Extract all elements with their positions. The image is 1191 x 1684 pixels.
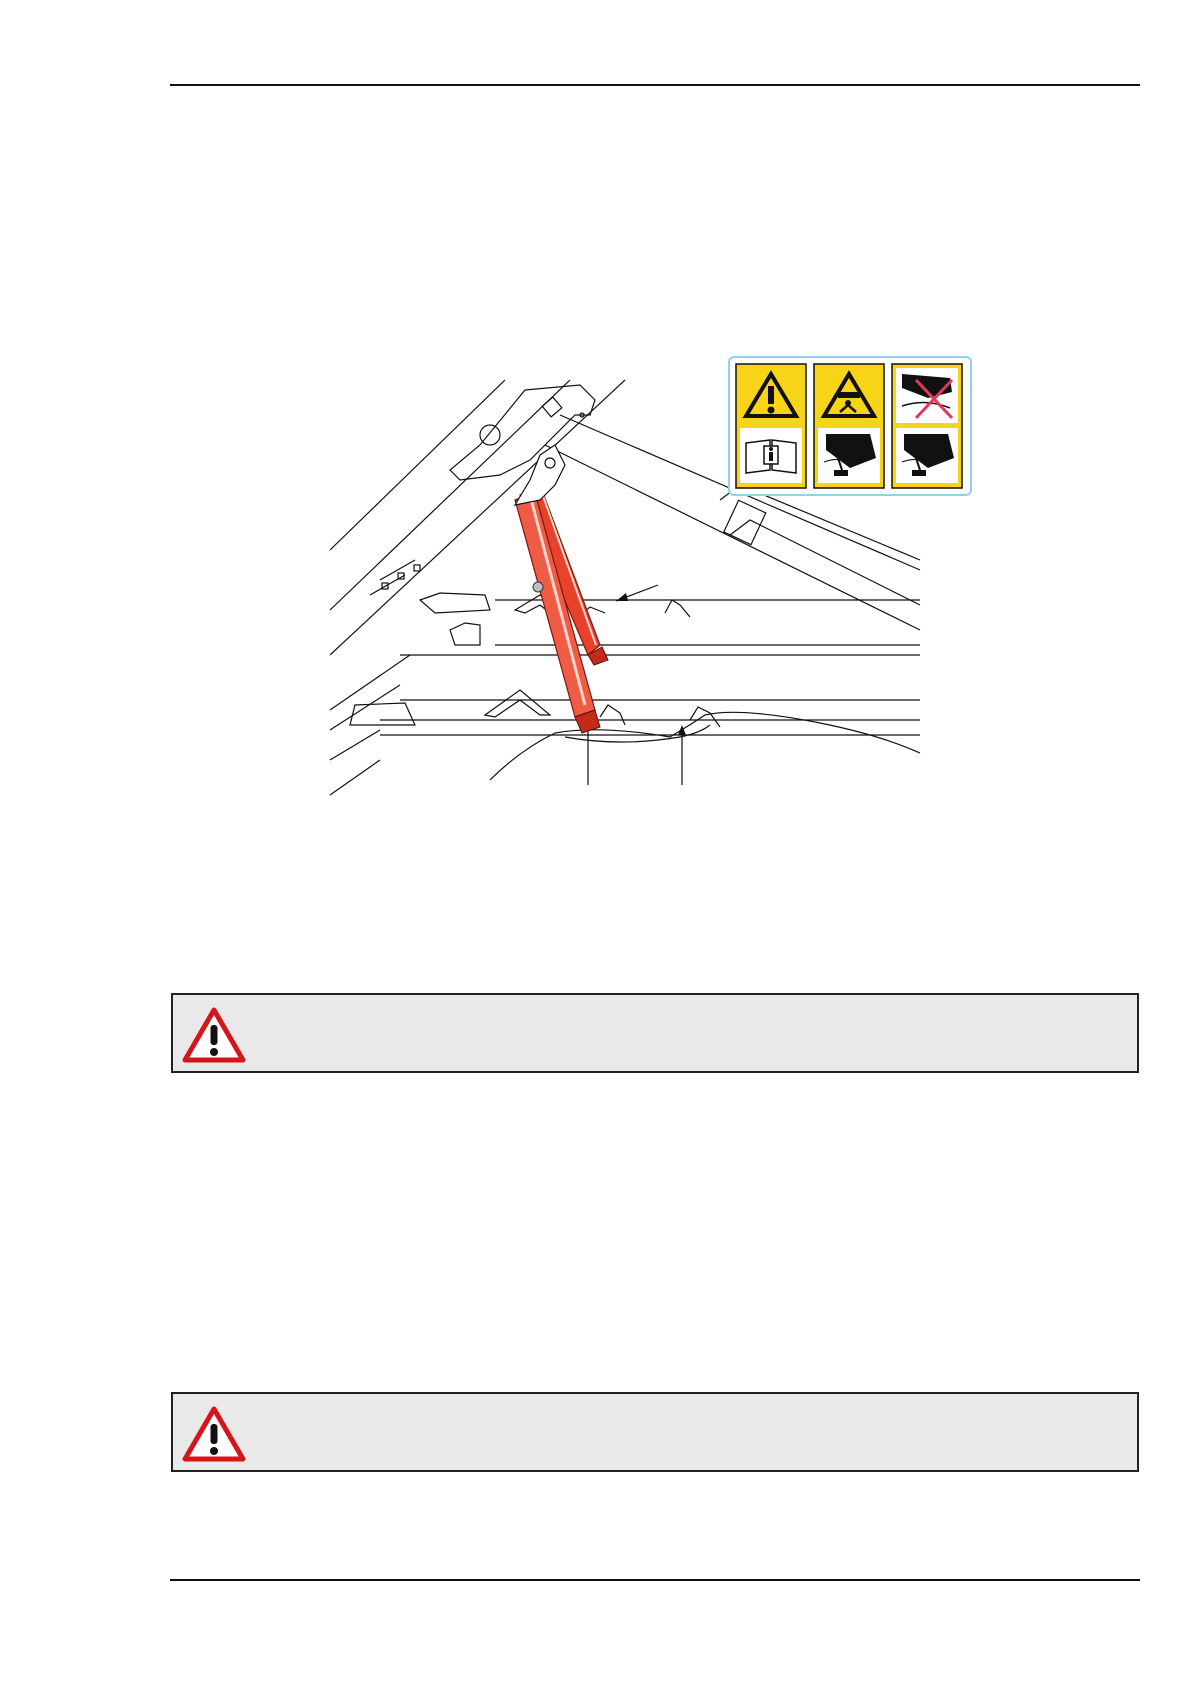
- warning-box: [171, 1392, 1139, 1472]
- warning-triangle-icon: [181, 1005, 247, 1065]
- safety-decal: [728, 356, 972, 496]
- technical-illustration: [320, 355, 980, 835]
- header-rule: [170, 84, 1140, 86]
- warning-box: [171, 993, 1139, 1073]
- warning-triangle-icon: [181, 1404, 247, 1464]
- footer-rule: [170, 1579, 1140, 1581]
- safety-decal-graphic: [730, 358, 970, 494]
